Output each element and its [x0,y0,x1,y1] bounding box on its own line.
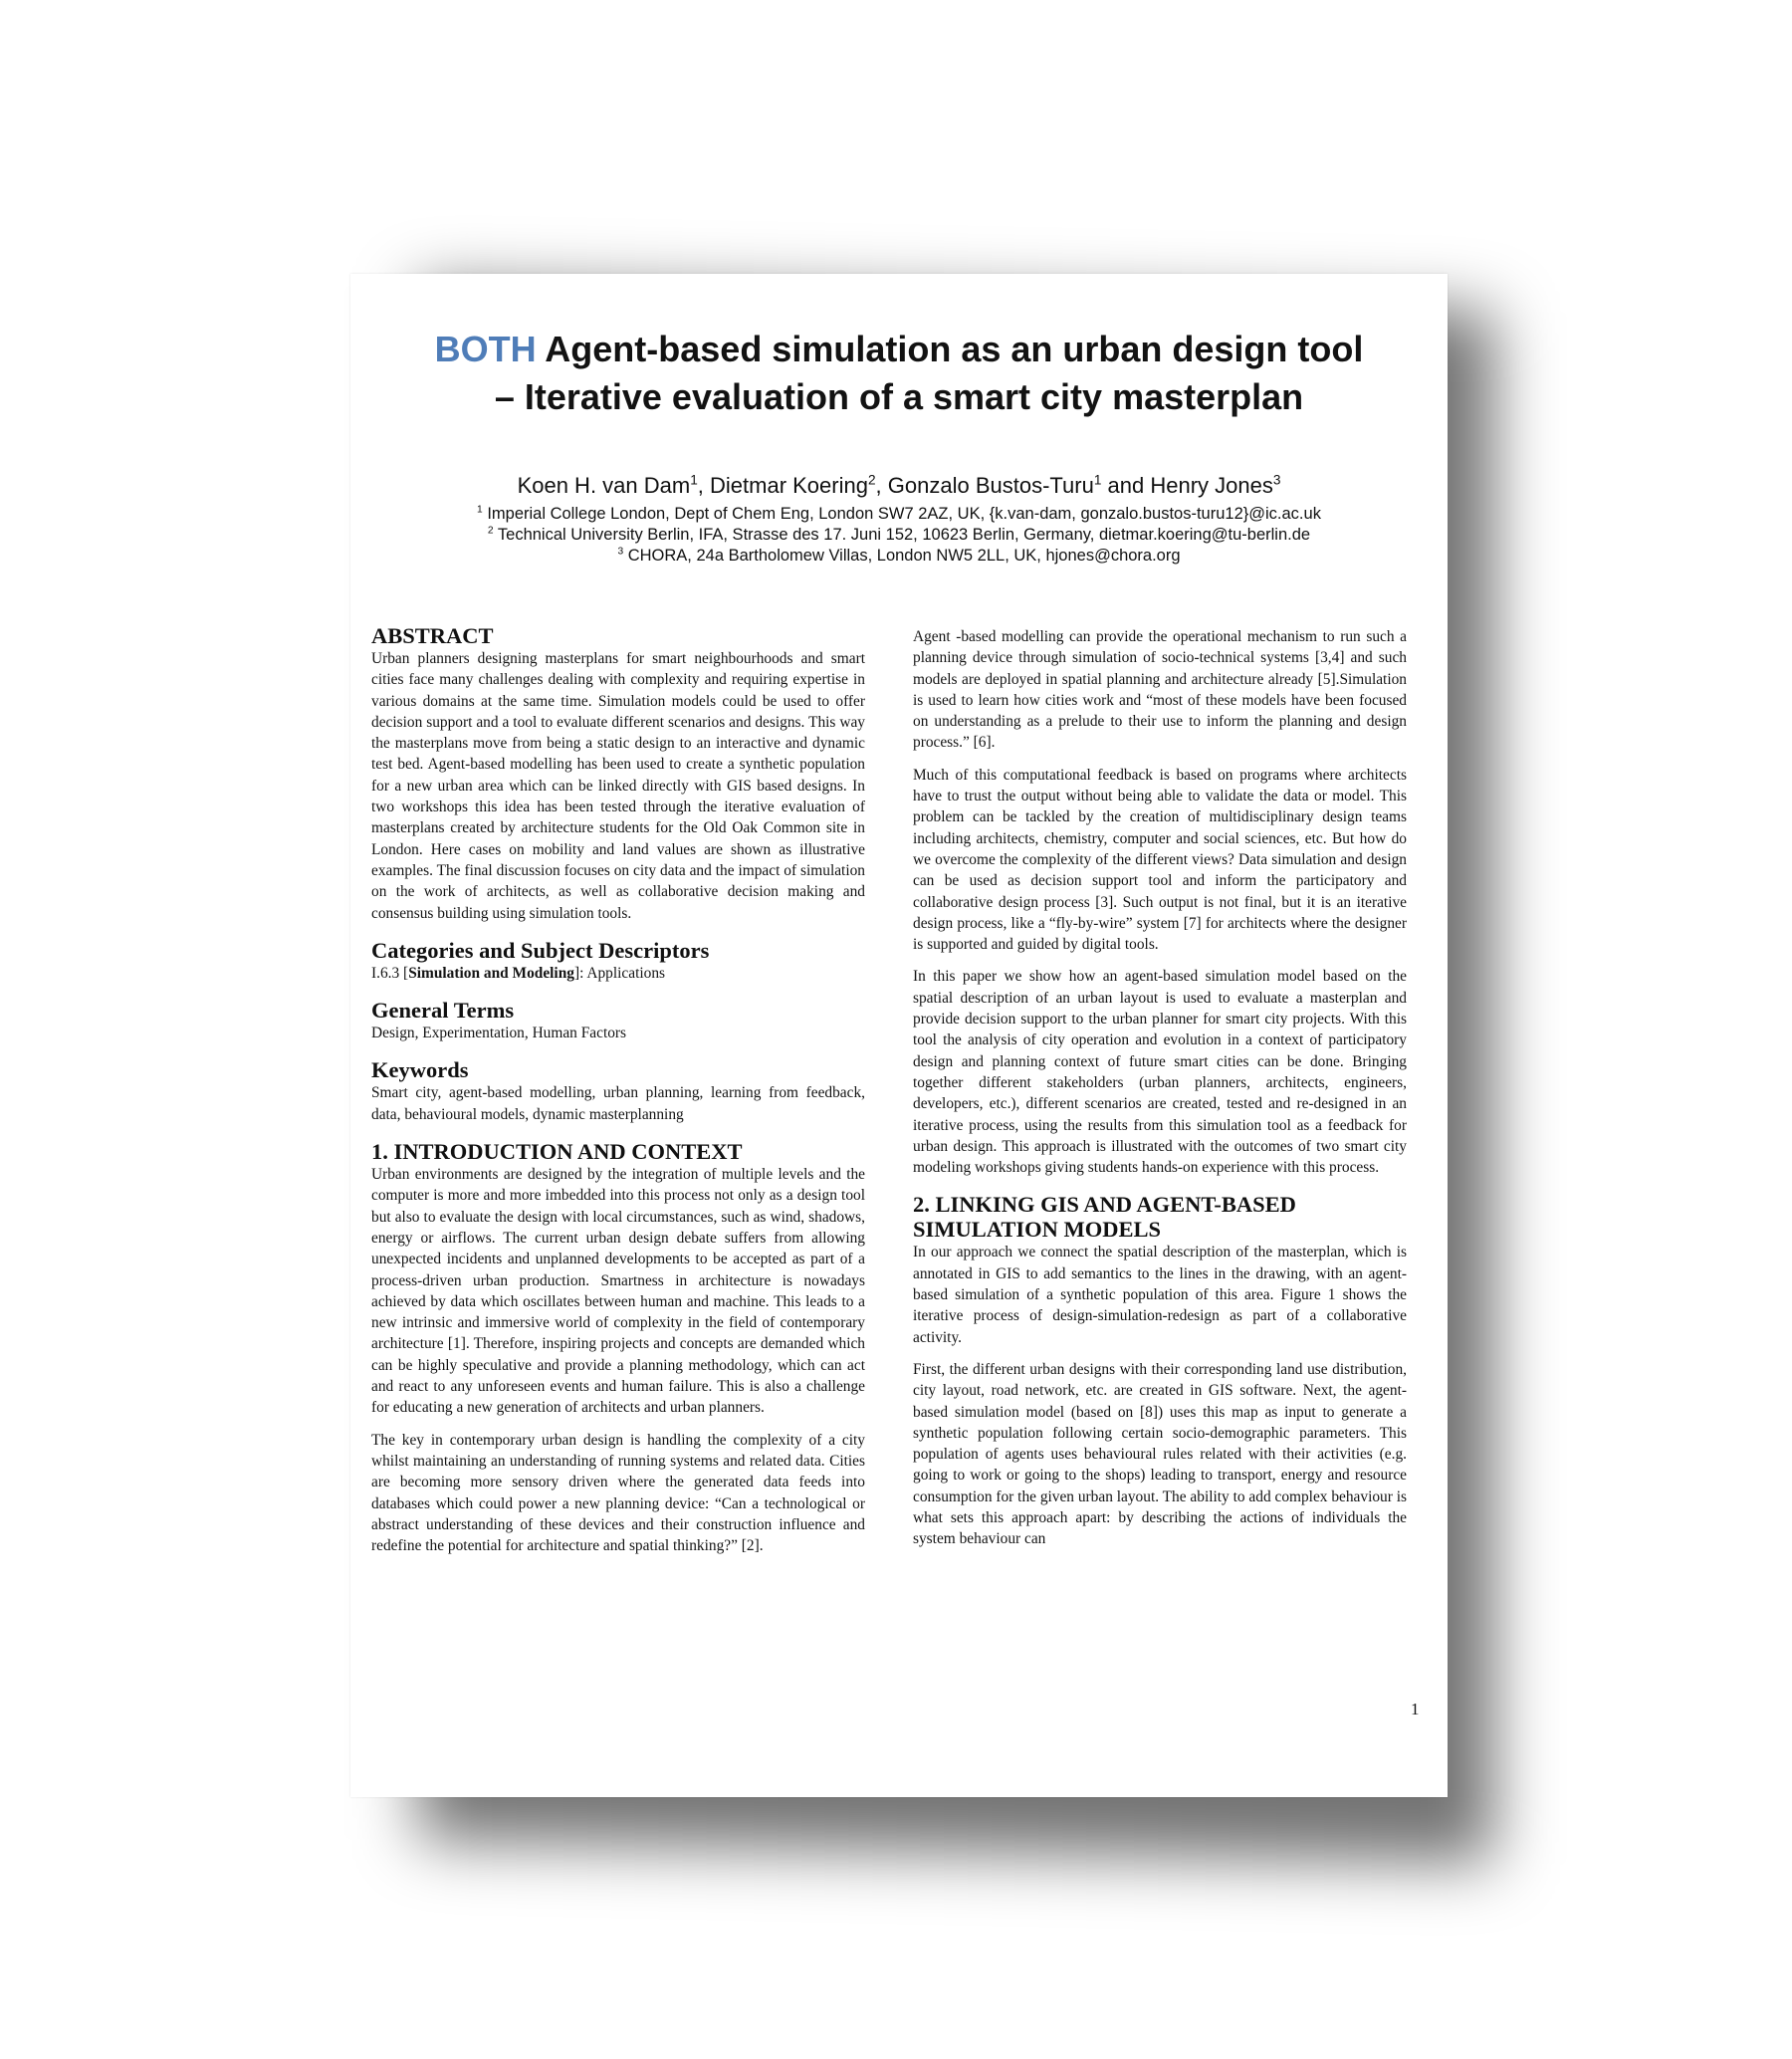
author-affil-mark: 3 [1272,472,1281,488]
general-terms-text: Design, Experimentation, Human Factors [371,1025,627,1042]
body-paragraph-2: Much of this computational feedback is based on programs where architects have to trust the output without being able to validate the data or model. This problem can be tackled by the creation of multidisciplinary design teams including architects, chemistry, computer and social sciences, etc. But how do we overcome the complexity of the different views? Data simulation and design can be used as decision support tool and inform the participatory and collaborative design process [3]. Such output is not final, but it is an iterative design process, like a “fly-by-wire” system [7] for architects where the designer is supported and guided by digital tools. [913,766,1407,954]
affiliation-text: CHORA, 24a Bartholomew Villas, London NW5 2LL, UK, hjones@chora.org [623,547,1181,565]
keywords-heading: Keywords [371,1057,469,1083]
left-column [371,623,865,1556]
author-name: , Dietmar Koering [697,473,868,498]
introduction-heading: 1. INTRODUCTION AND CONTEXT [371,1139,743,1165]
keywords-text: Smart city, agent-based modelling, urban planning, learning from feedback, data, behavioural models, dynamic masterplanning [371,1084,865,1123]
title-line-2: – Iterative evaluation of a smart city masterplan [494,376,1304,417]
categories-post: ]: Applications [573,964,666,982]
body-paragraph-1: Agent -based modelling can provide the operational mechanism to run such a planning device through simulation of socio-technical systems [3,4] and such models are deployed in spatial planning and architecture already [5].Simulation is used to learn how cities work and “most of these models have been focused on understanding as a prelude to their use to inform the planning and design process.” [6]. [913,628,1407,752]
section-2-heading [913,1192,1407,1242]
affiliation-text: Imperial College London, Dept of Chem Eng, London SW7 2AZ, UK, {k.van-dam, gonzalo.bustos-turu12}@ic.ac.uk [482,505,1321,523]
affiliation-mark: 3 [617,546,624,558]
affiliations [350,504,1448,567]
categories-pre: I.6.3 [ [371,964,409,982]
section-2-paragraph-1: In our approach we connect the spatial description of the masterplan, which is annotated in GIS to add semantics to the lines in the drawing, with an agent-based simulation of a synthetic population of this area. Figure 1 shows the iterative process of design-simulation-redesign as part of a collaborative activity. [913,1244,1407,1346]
right-column [913,626,1407,1550]
section-2-heading-line-2: SIMULATION MODELS [913,1217,1161,1243]
title-line-1 [350,326,1448,373]
section-2-heading-line-1: 2. LINKING GIS AND AGENT-BASED [913,1192,1296,1218]
paper-page [350,274,1448,1797]
affiliation-mark: 2 [487,525,494,537]
categories-bold: Simulation and Modeling [408,964,574,982]
author-affil-mark: 2 [867,472,876,488]
section-2-paragraph-2: First, the different urban designs with their corresponding land use distribution, city layout, road network, etc. are created in GIS software. Next, the agent-based simulation model (based on [8]) uses this map as input to generate a synthetic population following certain socio-demographic parameters. This population of agents uses behavioural rules related with their activities (e.g. going to work or going to the shops) leading to transport, energy and resource consumption for the given urban layout. The ability to add complex behaviour is what sets this approach apart: by describing the actions of individuals the system behaviour can [913,1360,1407,1548]
page-number: 1 [1411,1700,1420,1718]
introduction-paragraph-2: The key in contemporary urban design is handling the complexity of a city whilst maintaining an understanding of running systems and related data. Cities are becoming more sensory driven where the generated data feeds into databases which could power a new planning device: “Can a technological or abstract understanding of these devices and their construction influence and redefine the potential for architecture and spatial thinking?” [2]. [371,1431,865,1555]
abstract-text: Urban planners designing masterplans for smart neighbourhoods and smart cities face many challenges dealing with complexity and requiring expertise in various domains at the same time. Simulation models could be used to offer decision support and a tool to evaluate different scenarios and designs. This way the masterplans move from being a static design to an interactive and dynamic test bed. Agent-based modelling has been used to create a synthetic population for a new urban area which can be linked directly with GIS based designs. In two workshops this idea has been tested through the iterative evaluation of masterplans created by architecture students for the Old Oak Common site in London. Here cases on mobility and land values are shown as illustrative examples. The final discussion focuses on city data and the impact of simulation on the work of architects, as well as collaborative decision making and consensus building using simulation tools. [371,650,865,922]
affiliation-mark: 1 [477,504,483,516]
paper-title [350,326,1448,421]
title-prefix: BOTH [434,329,537,369]
affiliation-line [350,504,1448,525]
author-affil-mark: 1 [690,472,698,488]
general-terms-heading: General Terms [371,998,515,1024]
author-list [350,472,1448,500]
abstract-heading: ABSTRACT [371,623,494,648]
title-line-1-text: Agent-based simulation as an urban design tool [545,329,1364,369]
introduction-paragraph-1: Urban environments are designed by the integration of multiple levels and the computer is more and more imbedded into this process not only as a design tool but also to evaluate the design with local circumstances, such as wind, shadows, energy or airflows. The current urban design debate suffers from allowing unexpected incidents and unplanned developments to be accepted as part of a process-driven urban production. Smartness in architecture is nowadays achieved by data which oscillates between human and machine. This leads to a new intrinsic and immersive world of complexity in the field of contemporary architecture [1]. Therefore, inspiring projects and concepts are demanded which can be highly speculative and provide a planning methodology, which can act and react to any unforeseen events and human failure. This is also a challenge for educating a new generation of architects and urban planners. [371,1166,865,1417]
categories-text [371,963,865,984]
author-name: and Henry Jones [1101,473,1273,498]
author-name: Koen H. van Dam [517,473,691,498]
author-affil-mark: 1 [1093,472,1102,488]
author-name: , Gonzalo Bustos-Turu [875,473,1094,498]
affiliation-line [350,546,1448,567]
categories-heading: Categories and Subject Descriptors [371,937,710,963]
affiliation-line [350,525,1448,546]
body-paragraph-3: In this paper we show how an agent-based simulation model based on the spatial description of an urban layout is used to evaluate a masterplan and provide decision support to the urban planner for smart city projects. With this tool the analysis of city operation and evolution in a context of participatory design and planning context of future smart cities can be done. Bringing together different stakeholders (urban planners, architects, engineers, developers, etc.), different scenarios are created, tested and re-designed in an iterative process, using the results from this simulation tool as a feedback for urban design. This approach is illustrated with the outcomes of two smart city modeling workshops giving students hands-on experience with this process. [913,968,1407,1177]
affiliation-text: Technical University Berlin, IFA, Strasse des 17. Juni 152, 10623 Berlin, Germany, dietmar.koering@tu-berlin.de [493,526,1311,544]
